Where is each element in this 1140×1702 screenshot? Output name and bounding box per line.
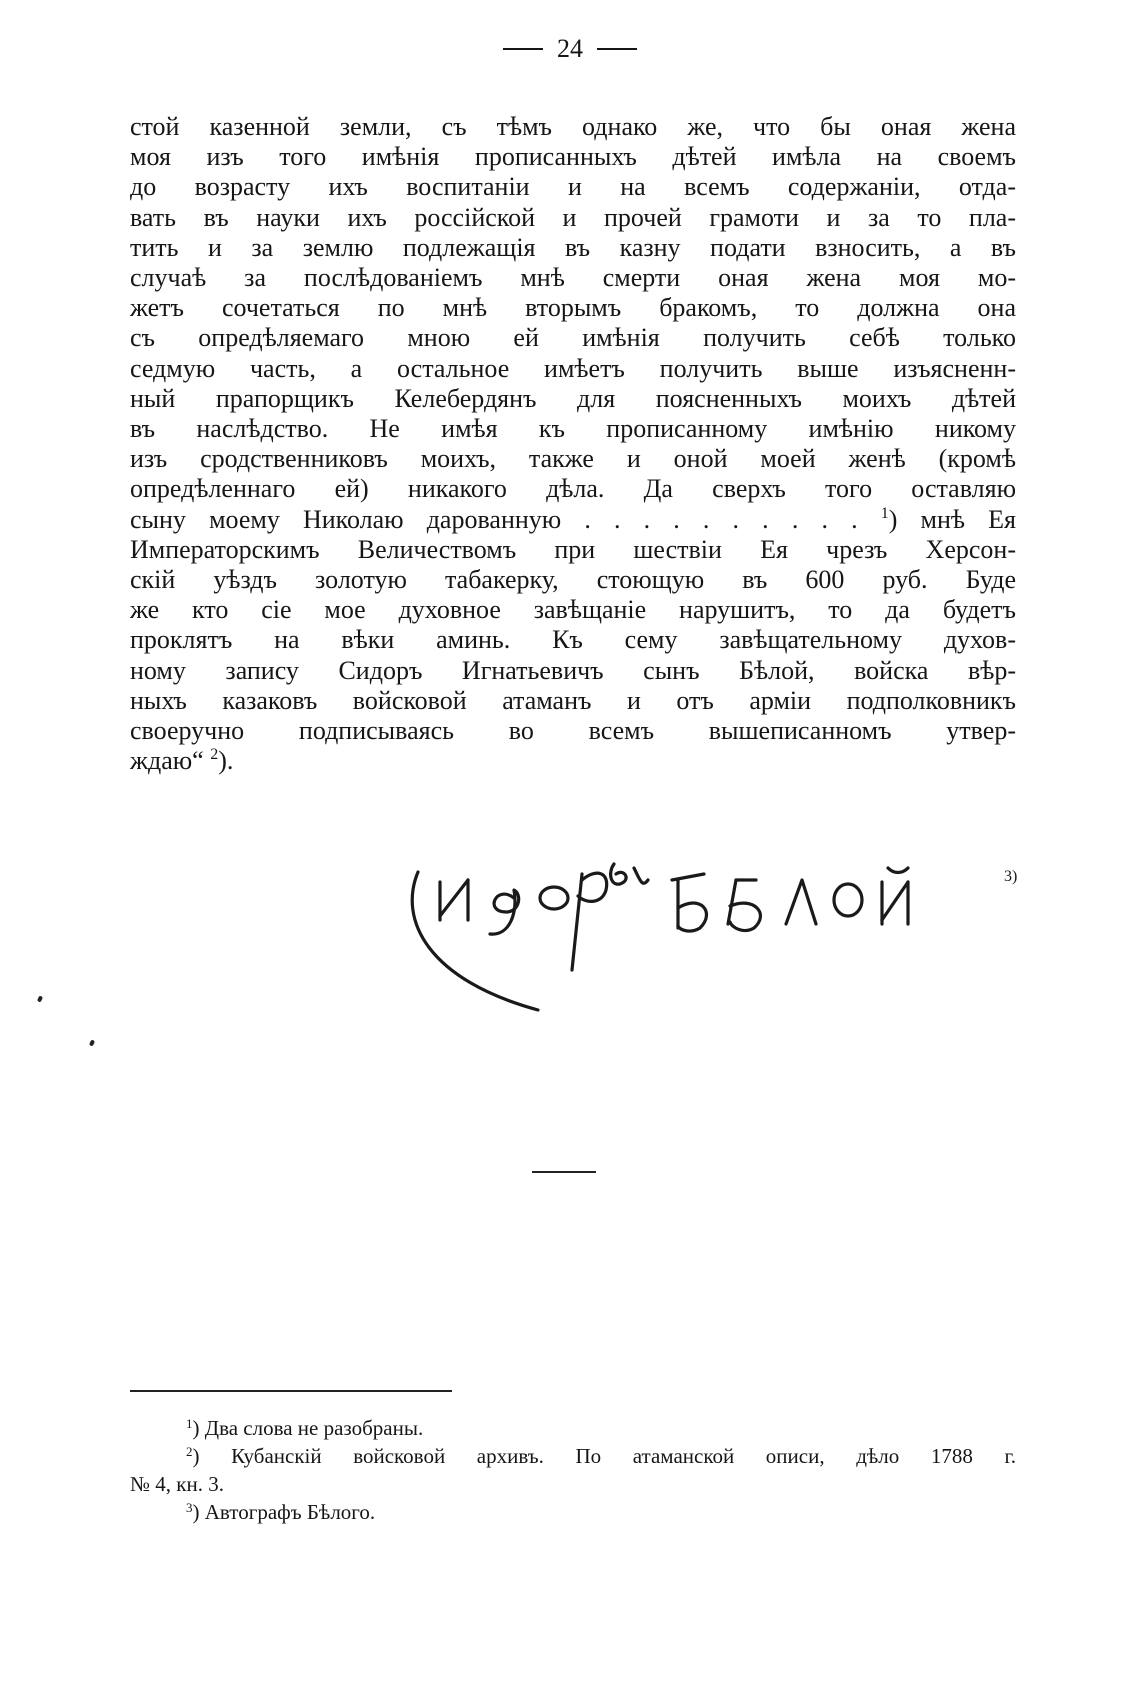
- body-line: стой казенной земли, съ тѣмъ однако же, что бы оная жена: [130, 112, 1016, 141]
- body-line: съ опредѣляемаго мною ей имѣнія получить себѣ только: [130, 323, 1016, 353]
- body-line: ный прапорщикъ Келебердянъ для поясненныхъ моихъ дѣтей: [130, 383, 1016, 413]
- body-line-tail: ).: [218, 746, 234, 776]
- body-line-text: сыну моему Николаю дарованную . . . . . . . . . .: [130, 504, 858, 534]
- body-line-text: ждаю“: [130, 746, 204, 776]
- header-dash-left: [503, 48, 543, 50]
- body-line: вать въ науки ихъ россійской и прочей грамоти и за то пла-: [130, 202, 1016, 232]
- body-line: ному запису Сидоръ Игнатьевичъ сынъ Бѣлой, войска вѣр-: [130, 655, 1016, 685]
- footnote-mark: 2: [186, 1444, 193, 1459]
- body-line: седмую часть, а остальное имѣетъ получить выше изъясненн-: [130, 353, 1016, 383]
- footnote-text: ) Автографъ Бѣлого.: [192, 1500, 376, 1524]
- body-line: до возрасту ихъ воспитаніи и на всемъ содержаніи, отда-: [130, 172, 1016, 202]
- footnote-ref: 1: [880, 504, 889, 522]
- body-line: жетъ сочетаться по мнѣ вторымъ бракомъ, то должна она: [130, 293, 1016, 323]
- body-line: въ наслѣдство. Не имѣя къ прописанному имѣнію никому: [130, 414, 1016, 444]
- page-header: [0, 34, 1140, 64]
- page-number: 24: [557, 34, 583, 63]
- ink-speck: [89, 1039, 95, 1046]
- footnote-mark: 3: [186, 1500, 193, 1515]
- body-text: [130, 112, 1016, 776]
- footnote-2: [130, 1442, 1016, 1470]
- signature-footnote-ref: 3): [1004, 868, 1018, 885]
- handwritten-signature: [410, 850, 1030, 1030]
- body-line: ныхъ казаковъ войсковой атаманъ и отъ арміи подполковникъ: [130, 685, 1016, 715]
- body-line: же кто сіе мое духовное завѣщаніе нарушитъ, то да будетъ: [130, 595, 1016, 625]
- footnote-ref: 2: [210, 746, 219, 764]
- body-line: скій уѣздъ золотую табакерку, стоющую въ 600 руб. Буде: [130, 565, 1016, 595]
- footnote-text: ) Кубанскій войсковой архивъ. По атаманской описи, дѣло 1788 г.: [192, 1444, 1016, 1468]
- body-line: изъ сродственниковъ моихъ, также и оной моей женѣ (кромѣ: [130, 444, 1016, 474]
- footnote-1: [130, 1414, 1016, 1442]
- footnote-text: ) Два слова не разобраны.: [192, 1416, 424, 1440]
- body-line: опредѣленнаго ей) никакого дѣла. Да сверхъ того оставляю: [130, 474, 1016, 504]
- body-line-tail: ) мнѣ Ея: [888, 504, 1016, 534]
- body-line: своеручно подписываясь во всемъ вышеписанномъ утвер-: [130, 716, 1016, 746]
- body-line-with-footnote: [130, 505, 1016, 535]
- body-line-last: [130, 746, 1016, 776]
- body-line: тить и за землю подлежащія въ казну подати взносить, а въ: [130, 232, 1016, 262]
- header-dash-right: [597, 48, 637, 50]
- footnote-mark: 1: [186, 1416, 193, 1431]
- body-line: моя изъ того имѣнія прописанныхъ дѣтей имѣла на своемъ: [130, 142, 1016, 172]
- section-separator: [532, 1171, 596, 1173]
- ink-speck: [37, 995, 43, 1002]
- footnotes: [130, 1414, 1016, 1526]
- body-line: Императорскимъ Величествомъ при шествіи Ея чрезъ Херсон-: [130, 534, 1016, 564]
- body-line: случаѣ за послѣдованіемъ мнѣ смерти оная жена моя мо-: [130, 263, 1016, 293]
- footnote-3: [130, 1498, 1016, 1526]
- footnote-separator: [130, 1390, 452, 1392]
- body-line: проклятъ на вѣки аминь. Къ сему завѣщательному духов-: [130, 625, 1016, 655]
- footnote-2-cont: № 4, кн. 3.: [130, 1472, 224, 1496]
